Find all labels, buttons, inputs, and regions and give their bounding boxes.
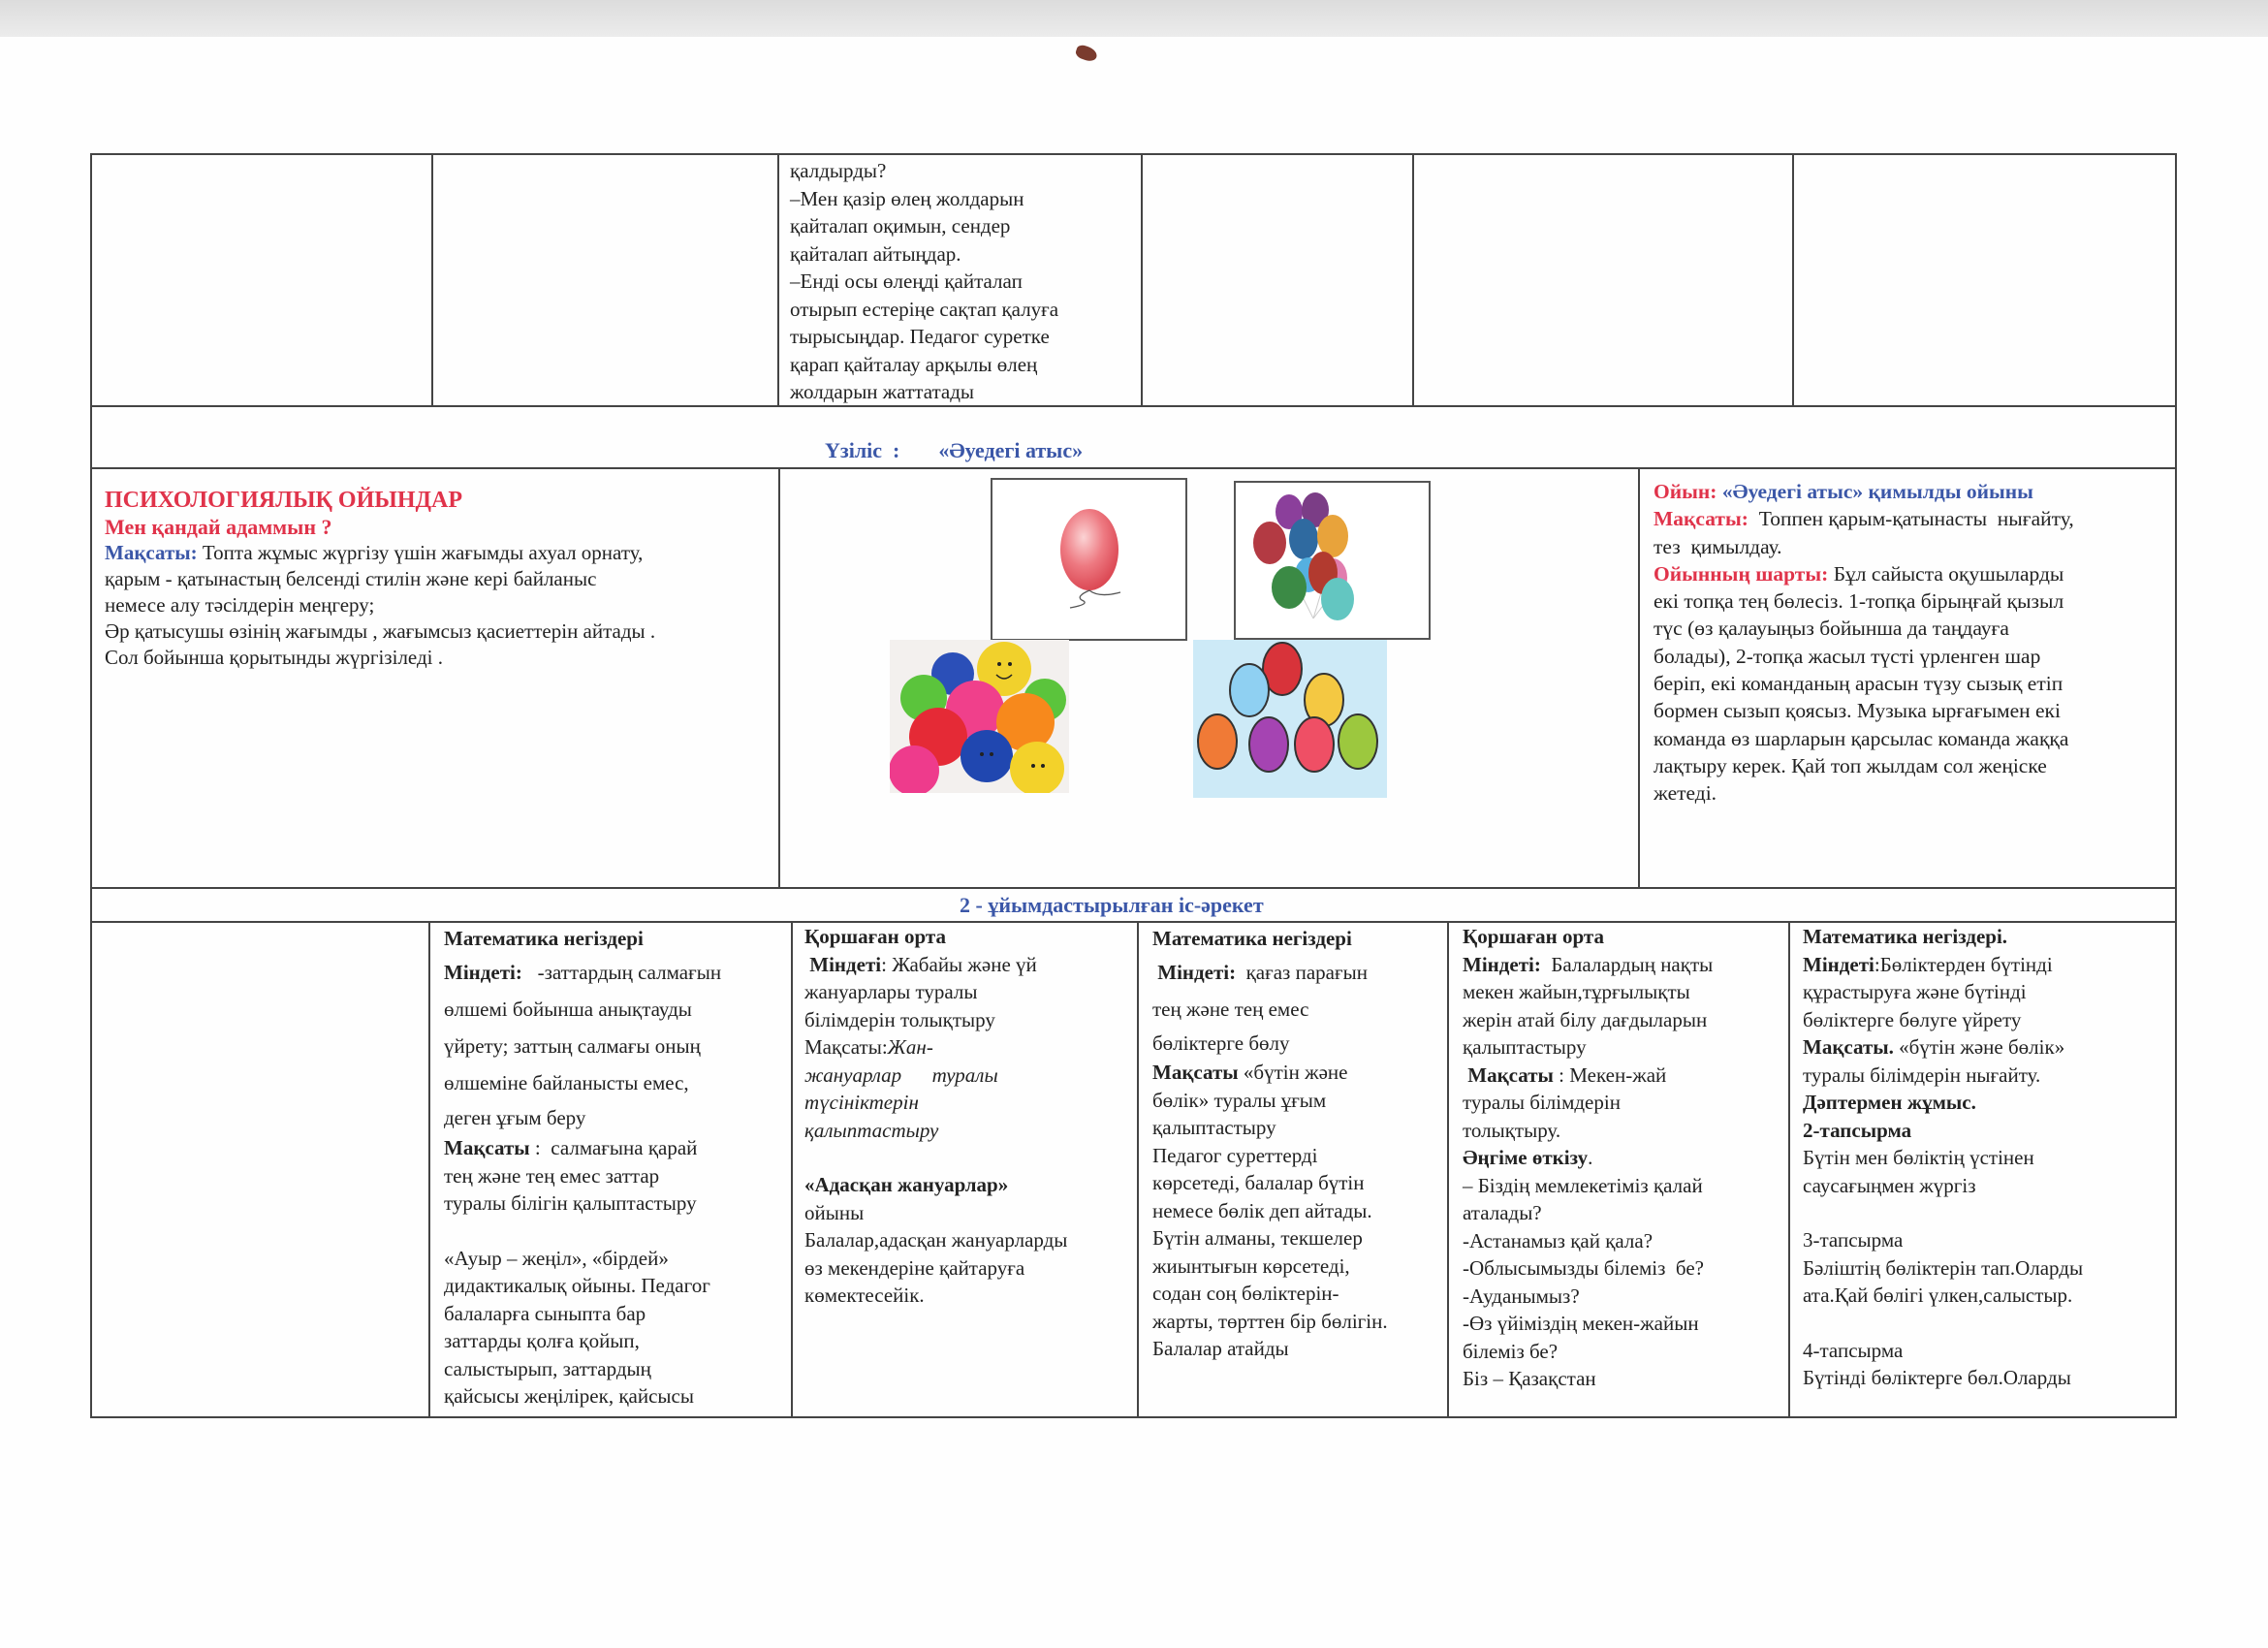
game-title: «Адасқан жануарлар» <box>804 1173 1009 1196</box>
task-text: : Жабайы және үй <box>881 952 1037 976</box>
text-line: қайталап айтыңдар. <box>790 241 961 266</box>
text-line: деген ұғым беру <box>444 1106 586 1129</box>
row1-col3-text <box>790 157 1134 406</box>
psych-goal-label: Мақсаты: <box>105 541 198 564</box>
text-line: жарты, төрттен бір бөлігін. <box>1152 1309 1388 1333</box>
text-line: ата.Қай бөлігі үлкен,салыстыр. <box>1803 1284 2073 1307</box>
text-line: білімдерін толықтыру <box>804 1007 995 1031</box>
talk-dot: . <box>1588 1146 1593 1169</box>
text-line: болады), 2-топқа жасыл түсті үрленген шар <box>1654 644 2041 668</box>
text-line: жиынтығын көрсетеді, <box>1152 1253 1350 1278</box>
psych-goal-text: немесе алу тәсілдерін меңгеру; <box>105 593 375 617</box>
text-line: лақтыру керек. Қай топ жылдам сол жеңіске <box>1654 753 2047 777</box>
text-line: Бүтінді бөліктерге бөл.Оларды <box>1803 1366 2071 1389</box>
environment-col-1 <box>804 923 1134 1310</box>
task-text: қағаз парағын <box>1236 961 1368 984</box>
text-line: үйрету; заттың салмағы оның <box>444 1034 701 1058</box>
text-line: салыстырып, заттардың <box>444 1356 651 1380</box>
task-label: Міндеті <box>804 952 882 976</box>
game-rule-text: Бұл сайыста оқушыларды <box>1828 561 2064 586</box>
text-line: Балалар,адасқан жануарларды <box>804 1228 1068 1252</box>
text-line: содан соң бөліктерін- <box>1152 1282 1339 1305</box>
text-line: қайсысы жеңілірек, қайсысы <box>444 1384 694 1408</box>
text-line: өлшемі бойынша анықтауды <box>444 998 692 1021</box>
text-line: -Облысымызды білеміз бе? <box>1463 1256 1704 1280</box>
game-rule-label: Ойынның шарты: <box>1654 561 1829 586</box>
goal-text: Жан- <box>887 1035 933 1059</box>
psych-subheading: Мен қандай адаммын ? <box>105 515 332 539</box>
text-line: Бүтін алманы, текшелер <box>1152 1226 1363 1250</box>
text-line: толықтыру. <box>1463 1118 1561 1142</box>
text-line: дидактикалық ойыны. Педагог <box>444 1274 710 1297</box>
smiley-balloons-image <box>890 640 1069 793</box>
game-title: «Әуедегі атыс» қимылды ойыны <box>1721 480 2033 503</box>
text-line: –Енді осы өлеңді қайталап <box>790 269 1023 293</box>
text-line: отырып естеріңе сақтап қалуға <box>790 297 1059 321</box>
subject-title: Математика негіздері <box>444 927 644 950</box>
goal-label: Мақсаты <box>1152 1061 1239 1084</box>
math-basics-col-2 <box>1152 923 1443 1363</box>
psych-games-cell <box>105 488 773 671</box>
goal-label: Мақсаты. <box>1803 1035 1900 1059</box>
scan-speck <box>1074 44 1098 63</box>
notebook-work: Дәптермен жұмыс. <box>1803 1091 1976 1114</box>
game-description-cell <box>1654 478 2172 808</box>
goal-text: : салмағына қарай <box>529 1136 698 1159</box>
game-goal-text: Топпен қарым-қатынасты нығайту, <box>1748 507 2074 531</box>
text-line: – Біздің мемлекетіміз қалай <box>1463 1173 1703 1197</box>
text-line: –Мен қазір өлең жолдарын <box>790 186 1024 210</box>
task-label: Міндеті: <box>1463 952 1541 976</box>
text-line: қалыптастыру <box>1463 1035 1587 1059</box>
text-line: -Астанамыз қай қала? <box>1463 1228 1654 1252</box>
text-line: балаларға сыныпта бар <box>444 1301 646 1325</box>
text-line: немесе бөлік деп айтады. <box>1152 1198 1372 1222</box>
text-line: екі топқа тең бөлесіз. 1-топқа бірыңғай қызыл <box>1654 589 2064 614</box>
subject-title: Математика негіздері <box>1152 927 1352 950</box>
math-basics-col-3 <box>1803 923 2171 1392</box>
text-line: заттарды қолға қойып, <box>444 1329 640 1352</box>
subject-title: Қоршаған орта <box>804 925 946 948</box>
game-label: Ойын: <box>1654 480 1717 503</box>
goal-text: «бүтін және <box>1238 1061 1348 1084</box>
task-label: Міндеті: <box>444 961 522 984</box>
text-line: қайталап оқимын, сендер <box>790 214 1011 238</box>
talk-label: Әңгіме өткізу <box>1463 1146 1589 1169</box>
text-line: ойыны <box>804 1200 865 1224</box>
text-line: Біз – Қазақстан <box>1463 1367 1596 1390</box>
text-line: өз мекендеріне қайтаруға <box>804 1255 1025 1280</box>
text-line: құрастыруға және бүтінді <box>1803 980 2027 1003</box>
text-line: білеміз бе? <box>1463 1339 1559 1363</box>
text-line: саусағыңмен жүргіз <box>1803 1173 1976 1197</box>
text-line: команда өз шарларын қарсылас команда жаққа <box>1654 726 2069 750</box>
text-line: қарап қайталау арқылы өлең <box>790 352 1038 376</box>
task-text: -заттардың салмағын <box>521 961 722 984</box>
scan-top-band <box>0 0 2268 37</box>
section2-title: 2 - ұйымдастырылған іс-әрекет <box>960 893 1264 917</box>
text-line: бөлік» туралы ұғым <box>1152 1088 1327 1112</box>
balloon-bunch-image <box>1234 481 1431 640</box>
text-line: аталады? <box>1463 1201 1542 1224</box>
goal-label: Мақсаты <box>444 1136 530 1159</box>
text-line: түс (өз қалауыңыз бойынша да таңдауға <box>1654 617 2009 641</box>
goal-label: Мақсаты: <box>804 1035 888 1059</box>
environment-col-2 <box>1463 923 1787 1393</box>
text-line: бормен сызып қоясыз. Музыка ырғағымен екі <box>1654 699 2061 723</box>
psych-line: Сол бойынша қорытынды жүргізіледі . <box>105 646 443 669</box>
single-red-balloon-image <box>991 478 1187 641</box>
text-line: Бүтін мен бөліктің үстінен <box>1803 1146 2034 1169</box>
goal-text: : Мекен-жай <box>1553 1062 1667 1087</box>
goal-text: «бүтін және бөлік» <box>1899 1035 2065 1059</box>
text-line: қалыптастыру <box>1152 1116 1276 1139</box>
psych-goal-text: Топта жұмыс жүргізу үшін жағымды ахуал орнату, <box>197 541 644 564</box>
text-line: жолдарын жаттатады <box>790 380 975 403</box>
text-line: Бәліштің бөліктерін тап.Оларды <box>1803 1255 2084 1280</box>
task-text: :Бөліктерден бүтінді <box>1874 952 2053 976</box>
game-goal-label: Мақсаты: <box>1654 507 1748 531</box>
text-line: -Ауданымыз? <box>1463 1284 1580 1308</box>
text-line: туралы білімдерін нығайту. <box>1803 1062 2041 1087</box>
psych-goal-text: қарым - қатынастың белсенді стилін және кері байланыс <box>105 567 597 590</box>
text-line: бөліктерге бөлуге үйрету <box>1803 1007 2022 1031</box>
text-line: туралы білігін қалыптастыру <box>444 1191 697 1215</box>
task4-title: 4-тапсырма <box>1803 1338 1904 1362</box>
text-line: Педагог суреттерді <box>1152 1143 1318 1167</box>
text-line: бөліктерге бөлу <box>1152 1031 1290 1055</box>
text-line: мекен жайын,тұрғылықты <box>1463 980 1690 1003</box>
task-label: Міндеті: <box>1152 961 1237 984</box>
text-line: «Ауыр – жеңіл», «бірдей» <box>444 1246 669 1270</box>
text-line: жетеді. <box>1654 781 1717 806</box>
subject-title: Қоршаған орта <box>1463 925 1604 948</box>
task3-title: 3-тапсырма <box>1803 1228 1904 1252</box>
break-row-title <box>814 413 1083 463</box>
subject-title: Математика негіздері. <box>1803 925 2008 948</box>
text-line: -Өз үйіміздің мекен-жайын <box>1463 1312 1699 1335</box>
text-line: түсініктерін <box>804 1091 919 1114</box>
cartoon-balloons-image <box>1193 640 1387 798</box>
text-line: көмектесейік. <box>804 1284 925 1307</box>
text-line: тең және тең емес <box>1152 998 1309 1021</box>
task2-title: 2-тапсырма <box>1803 1118 1912 1142</box>
text-line: туралы білімдерін <box>1463 1091 1621 1114</box>
text-line: өлшеміне байланысты емес, <box>444 1071 689 1094</box>
task-text: Балалардың нақты <box>1540 952 1714 976</box>
text-line: жануарлары туралы <box>804 980 978 1003</box>
text-line: қалыптастыру <box>804 1118 939 1142</box>
text-line: жануарлар туралы <box>804 1062 998 1087</box>
text-line: тең және тең емес заттар <box>444 1163 660 1188</box>
task-label: Міндеті <box>1803 952 1874 976</box>
text-line: тырысыңдар. Педагог суретке <box>790 325 1050 348</box>
psych-line: Әр қатысушы өзінің жағымды , жағымсыз қасиеттерін айтады . <box>105 619 656 643</box>
text-line: көрсетеді, балалар бүтін <box>1152 1171 1365 1194</box>
break-label: Үзіліс : <box>825 438 900 462</box>
goal-label: Мақсаты <box>1463 1062 1554 1087</box>
text-line: жерін атай білу дағдыларын <box>1463 1007 1708 1031</box>
break-game-title: «Әуедегі атыс» <box>938 438 1084 462</box>
text-line: беріп, екі команданың арасын түзу сызық етіп <box>1654 672 2063 696</box>
psych-heading: ПСИХОЛОГИЯЛЫҚ ОЙЫНДАР <box>105 488 462 513</box>
text-line: Балалар атайды <box>1152 1337 1289 1360</box>
math-basics-col-1 <box>444 923 788 1410</box>
text-line: қалдырды? <box>790 159 887 182</box>
game-goal-text: тез қимылдау. <box>1654 534 1782 558</box>
